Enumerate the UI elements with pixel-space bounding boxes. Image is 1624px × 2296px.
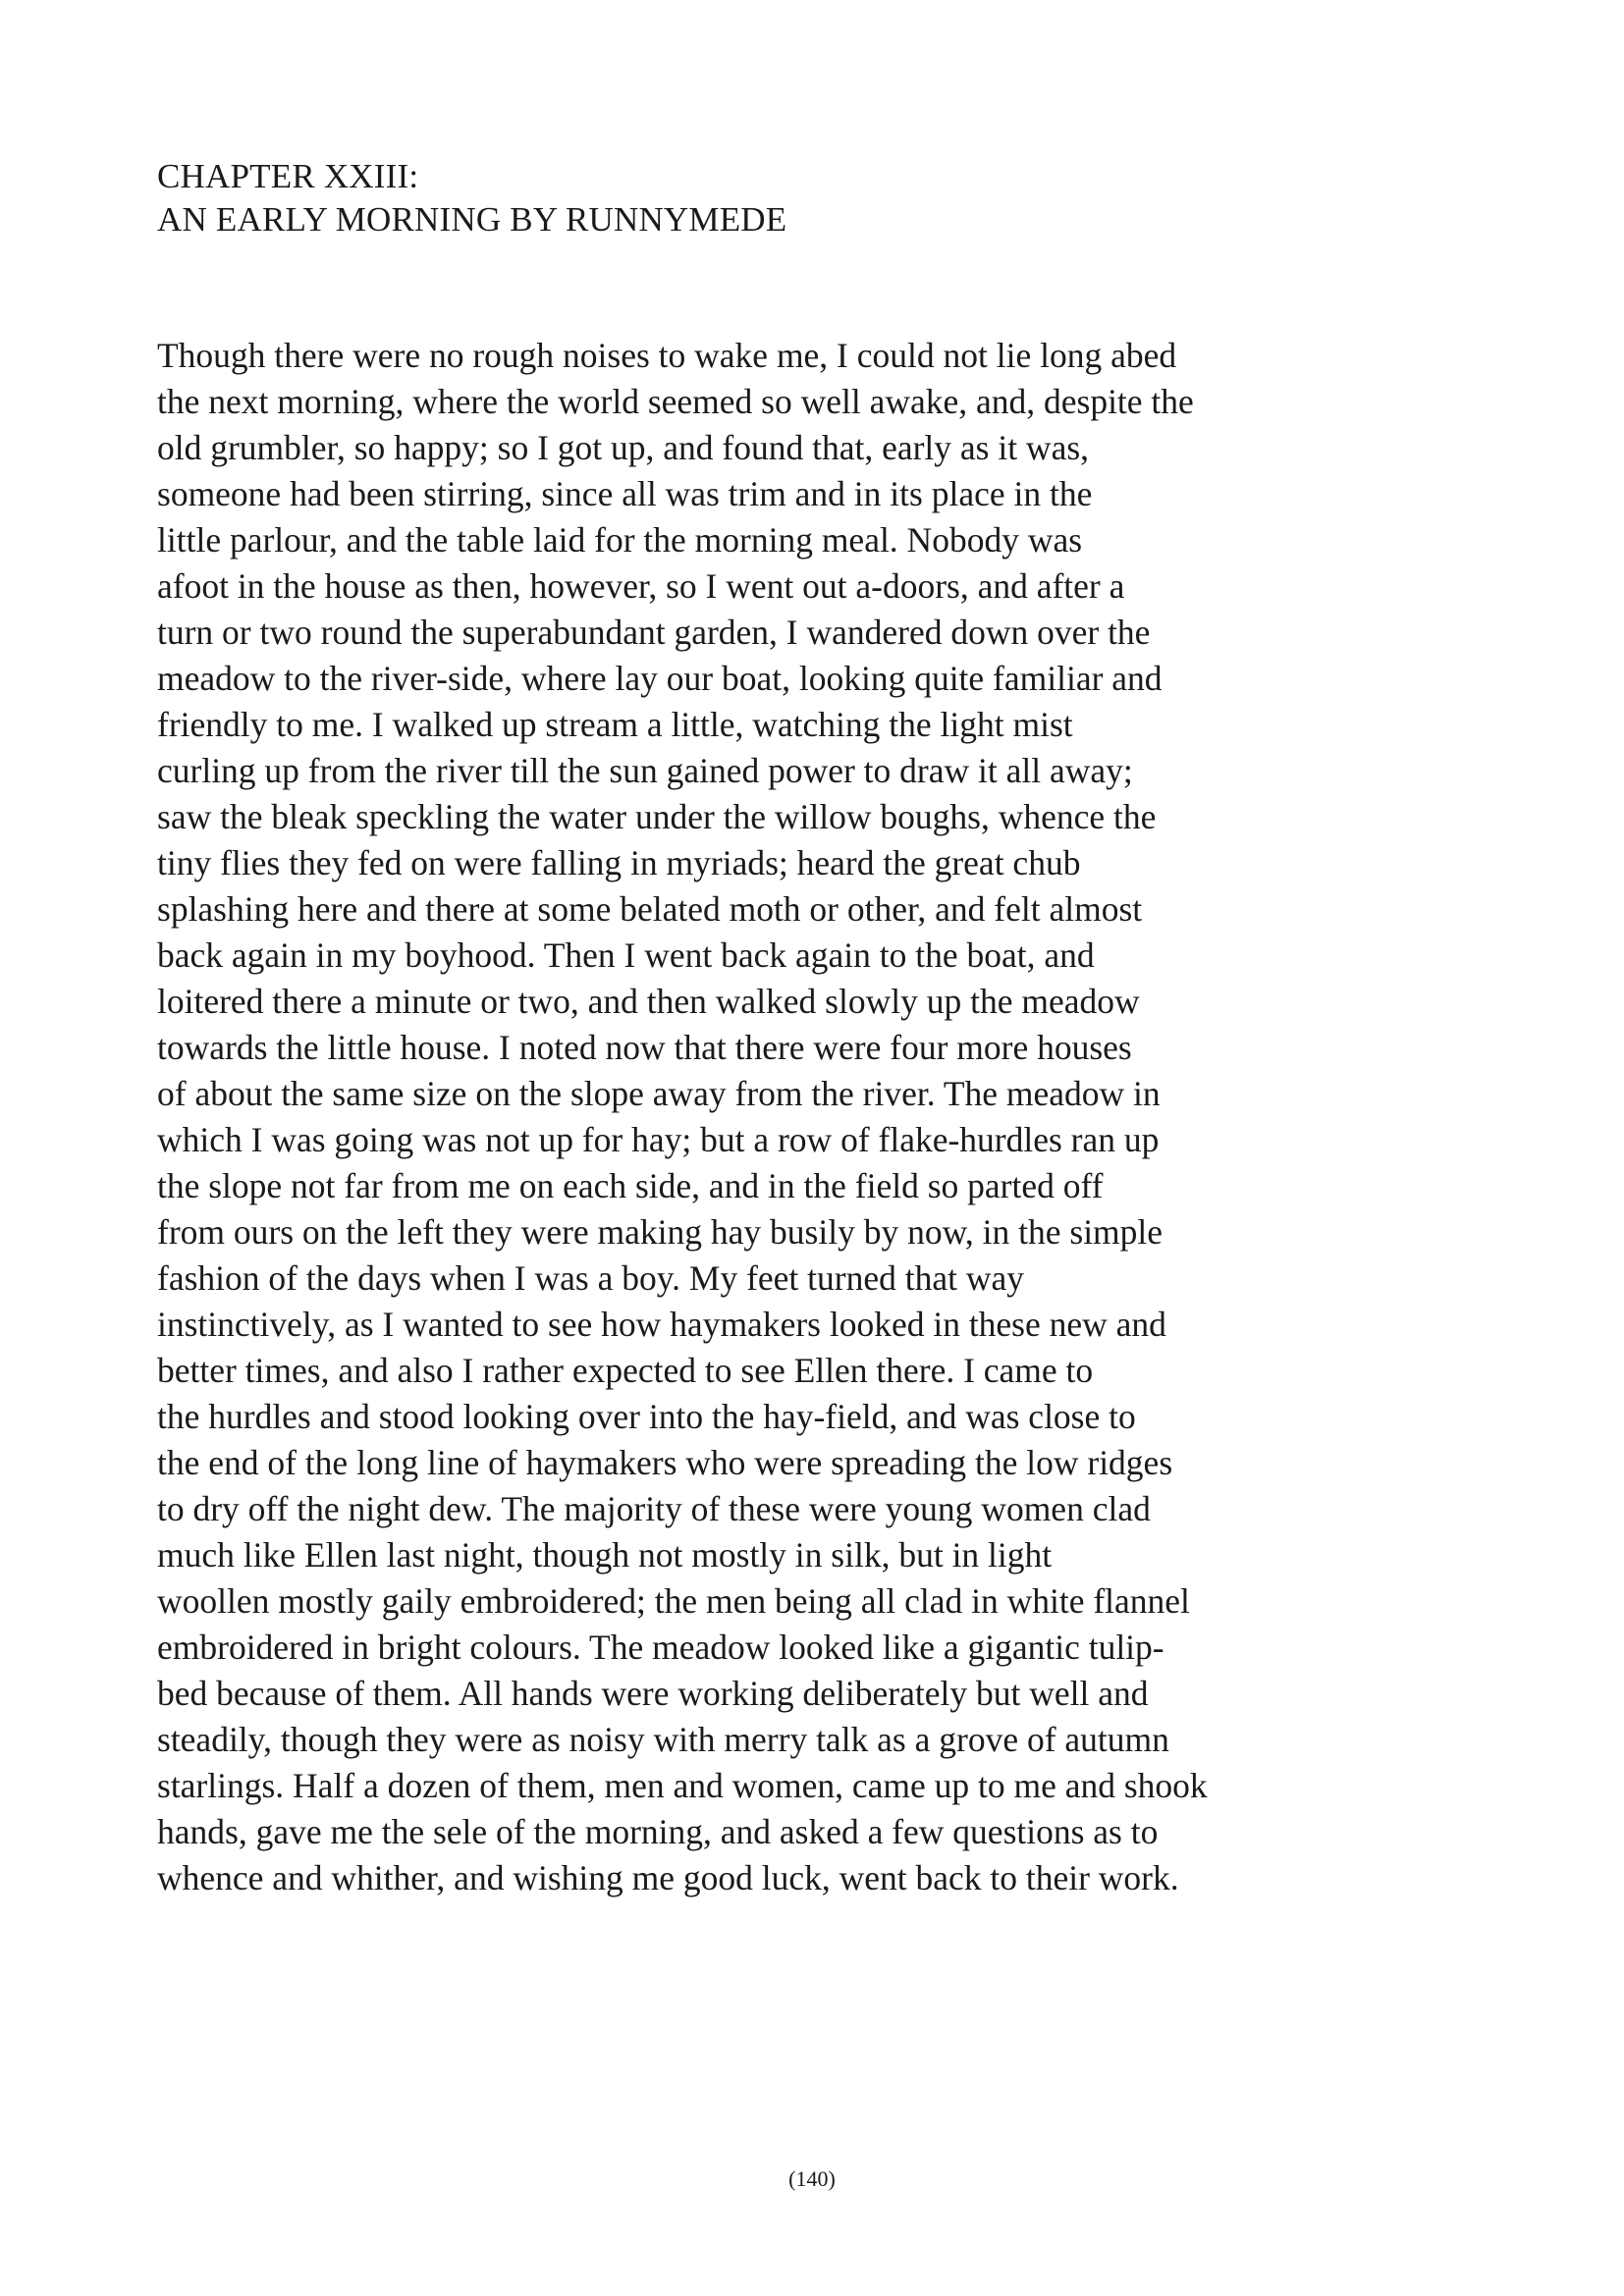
text-line: from ours on the left they were making hay busily by now, in the simple bbox=[157, 1212, 1164, 1252]
text-line: whence and whither, and wishing me good luck, went back to their work. bbox=[157, 1858, 1179, 1897]
text-line: afoot in the house as then, however, so I went out a-doors, and after a bbox=[157, 566, 1125, 606]
text-line: little parlour, and the table laid for the morning meal. Nobody was bbox=[157, 520, 1083, 560]
chapter-title: AN EARLY MORNING BY RUNNYMEDE bbox=[157, 200, 787, 239]
chapter-heading bbox=[157, 155, 786, 241]
text-line: tiny flies they fed on were falling in myriads; heard the great chub bbox=[157, 843, 1081, 882]
text-line: towards the little house. I noted now that there were four more houses bbox=[157, 1028, 1132, 1067]
text-line: Though there were no rough noises to wake me, I could not lie long abed bbox=[157, 336, 1177, 375]
text-line: turn or two round the superabundant garden, I wandered down over the bbox=[157, 613, 1151, 652]
body-paragraph bbox=[157, 333, 1532, 1901]
text-line: embroidered in bright colours. The meadow looked like a gigantic tulip- bbox=[157, 1628, 1164, 1667]
text-line: back again in my boyhood. Then I went back again to the boat, and bbox=[157, 935, 1095, 975]
text-line: friendly to me. I walked up stream a little, watching the light mist bbox=[157, 705, 1073, 744]
text-line: much like Ellen last night, though not mostly in silk, but in light bbox=[157, 1535, 1053, 1575]
text-line: steadily, though they were as noisy with merry talk as a grove of autumn bbox=[157, 1720, 1169, 1759]
text-line: instinctively, as I wanted to see how haymakers looked in these new and bbox=[157, 1305, 1166, 1344]
text-line: the end of the long line of haymakers who were spreading the low ridges bbox=[157, 1443, 1173, 1482]
text-line: the slope not far from me on each side, and in the field so parted off bbox=[157, 1166, 1104, 1205]
text-line: bed because of them. All hands were working deliberately but well and bbox=[157, 1674, 1149, 1713]
text-line: fashion of the days when I was a boy. My feet turned that way bbox=[157, 1258, 1024, 1298]
text-line: of about the same size on the slope away from the river. The meadow in bbox=[157, 1074, 1161, 1113]
text-line: the next morning, where the world seemed so well awake, and, despite the bbox=[157, 382, 1194, 421]
chapter-number: CHAPTER XXIII: bbox=[157, 157, 419, 195]
text-line: woollen mostly gaily embroidered; the men being all clad in white flannel bbox=[157, 1581, 1190, 1621]
text-line: to dry off the night dew. The majority of these were young women clad bbox=[157, 1489, 1151, 1528]
text-line: starlings. Half a dozen of them, men and women, came up to me and shook bbox=[157, 1766, 1208, 1805]
text-line: splashing here and there at some belated moth or other, and felt almost bbox=[157, 889, 1143, 929]
text-line: someone had been stirring, since all was trim and in its place in the bbox=[157, 474, 1093, 513]
text-line: curling up from the river till the sun gained power to draw it all away; bbox=[157, 751, 1133, 790]
text-line: hands, gave me the sele of the morning, and asked a few questions as to bbox=[157, 1812, 1159, 1851]
text-line: old grumbler, so happy; so I got up, and found that, early as it was, bbox=[157, 428, 1090, 467]
text-line: which I was going was not up for hay; but a row of flake-hurdles ran up bbox=[157, 1120, 1160, 1159]
text-line: loitered there a minute or two, and then walked slowly up the meadow bbox=[157, 982, 1140, 1021]
text-line: saw the bleak speckling the water under the willow boughs, whence the bbox=[157, 797, 1157, 836]
text-line: better times, and also I rather expected to see Ellen there. I came to bbox=[157, 1351, 1094, 1390]
page-number: (140) bbox=[788, 2166, 836, 2191]
text-line: meadow to the river-side, where lay our boat, looking quite familiar and bbox=[157, 659, 1163, 698]
text-line: the hurdles and stood looking over into the hay-field, and was close to bbox=[157, 1397, 1136, 1436]
